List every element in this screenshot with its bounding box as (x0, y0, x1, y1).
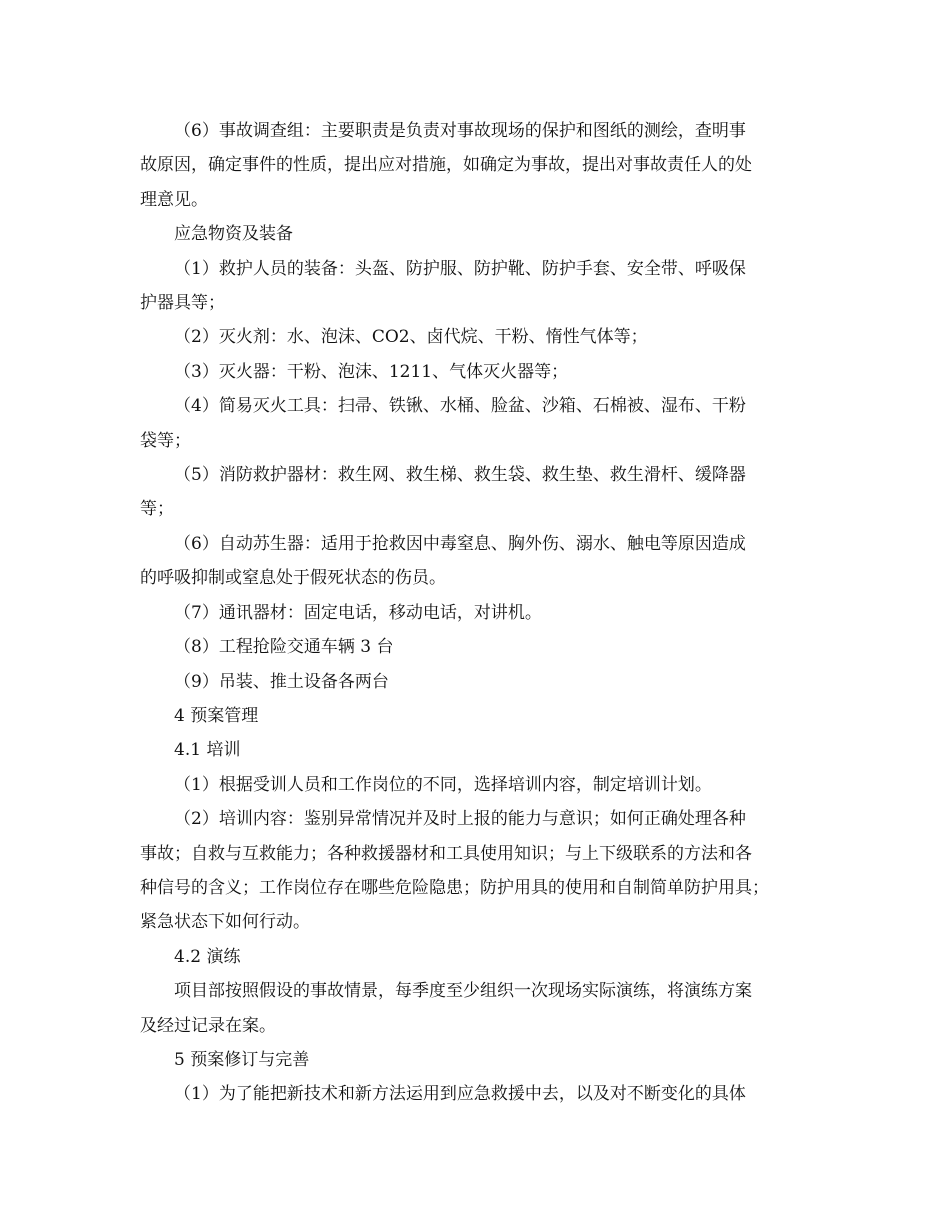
paragraph-revision-reason (140, 1077, 812, 1111)
text-line: 袋等； (140, 430, 191, 451)
paragraph-lifting-equipment (140, 665, 812, 699)
paragraph-rescuer-equipment (140, 252, 812, 321)
paragraph-training-plan (140, 768, 812, 802)
text-line: （1）为了能把新技术和新方法运用到应急救援中去，以及对不断变化的具体 (174, 1084, 746, 1105)
text-line: 应急物资及装备 (174, 224, 293, 245)
text-line: （1）根据受训人员和工作岗位的不同，选择培训内容，制定培训计划。 (174, 774, 712, 795)
paragraph-fire-rescue-equipment (140, 458, 812, 527)
heading-training (140, 733, 812, 767)
text-line: （8）工程抢险交通车辆 3 台 (174, 637, 394, 658)
text-line: 4 预案管理 (174, 705, 259, 726)
text-line: （3）灭火器：干粉、泡沫、1211、气体灭火器等； (174, 361, 569, 382)
text-line: 紧急状态下如何行动。 (140, 912, 310, 933)
paragraph-communications (140, 596, 812, 630)
text-line: （5）消防救护器材：救生网、救生梯、救生袋、救生垫、救生滑杆、缓降器 (174, 465, 746, 486)
heading-plan-management (140, 699, 812, 733)
text-line: （6）自动苏生器：适用于抢救因中毒窒息、胸外伤、溺水、触电等原因造成 (174, 533, 746, 554)
text-line: 及经过记录在案。 (140, 1015, 276, 1036)
heading-plan-revision (140, 1043, 812, 1077)
text-line: （1）救护人员的装备：头盔、防护服、防护靴、防护手套、安全带、呼吸保 (174, 258, 746, 279)
text-line: 等； (140, 499, 174, 520)
text-line: 4.2 演练 (174, 946, 241, 967)
heading-drills (140, 940, 812, 974)
paragraph-accident-investigation-group (140, 114, 812, 217)
text-line: （6）事故调查组：主要职责是负责对事故现场的保护和图纸的测绘，查明事 (174, 121, 746, 141)
text-line: （2）灭火剂：水、泡沫、CO2、卤代烷、干粉、惰性气体等； (174, 327, 648, 348)
text-line: （2）培训内容：鉴别异常情况并及时上报的能力与意识；如何正确处理各种 (174, 809, 746, 830)
text-line: （9）吊装、推土设备各两台 (174, 671, 389, 692)
paragraph-resuscitator (140, 527, 812, 596)
paragraph-drill-schedule (140, 974, 812, 1043)
text-line: 种信号的含义；工作岗位存在哪些危险隐患；防护用具的使用和自制简单防护用具； (140, 877, 769, 898)
text-line: 护器具等； (140, 293, 225, 314)
document-page (140, 114, 812, 1112)
paragraph-vehicles (140, 630, 812, 664)
text-line: 的呼吸抑制或窒息处于假死状态的伤员。 (140, 568, 446, 589)
paragraph-extinguishing-agents (140, 320, 812, 354)
heading-emergency-supplies (140, 217, 812, 251)
text-line: 理意见。 (140, 189, 208, 210)
text-line: 故原因，确定事件的性质，提出应对措施，如确定为事故，提出对事故责任人的处 (140, 155, 752, 176)
text-line: 4.1 培训 (174, 740, 241, 761)
paragraph-simple-tools (140, 389, 812, 458)
text-line: 事故；自救与互救能力；各种救援器材和工具使用知识；与上下级联系的方法和各 (140, 843, 752, 864)
text-line: （4）简易灭火工具：扫帚、铁锹、水桶、脸盆、沙箱、石棉被、湿布、干粉 (174, 396, 746, 417)
paragraph-extinguishers (140, 355, 812, 389)
text-line: 项目部按照假设的事故情景，每季度至少组织一次现场实际演练，将演练方案 (174, 981, 752, 1002)
text-line: （7）通讯器材：固定电话，移动电话，对讲机。 (174, 602, 542, 623)
text-line: 5 预案修订与完善 (174, 1049, 310, 1070)
paragraph-training-content (140, 802, 812, 940)
